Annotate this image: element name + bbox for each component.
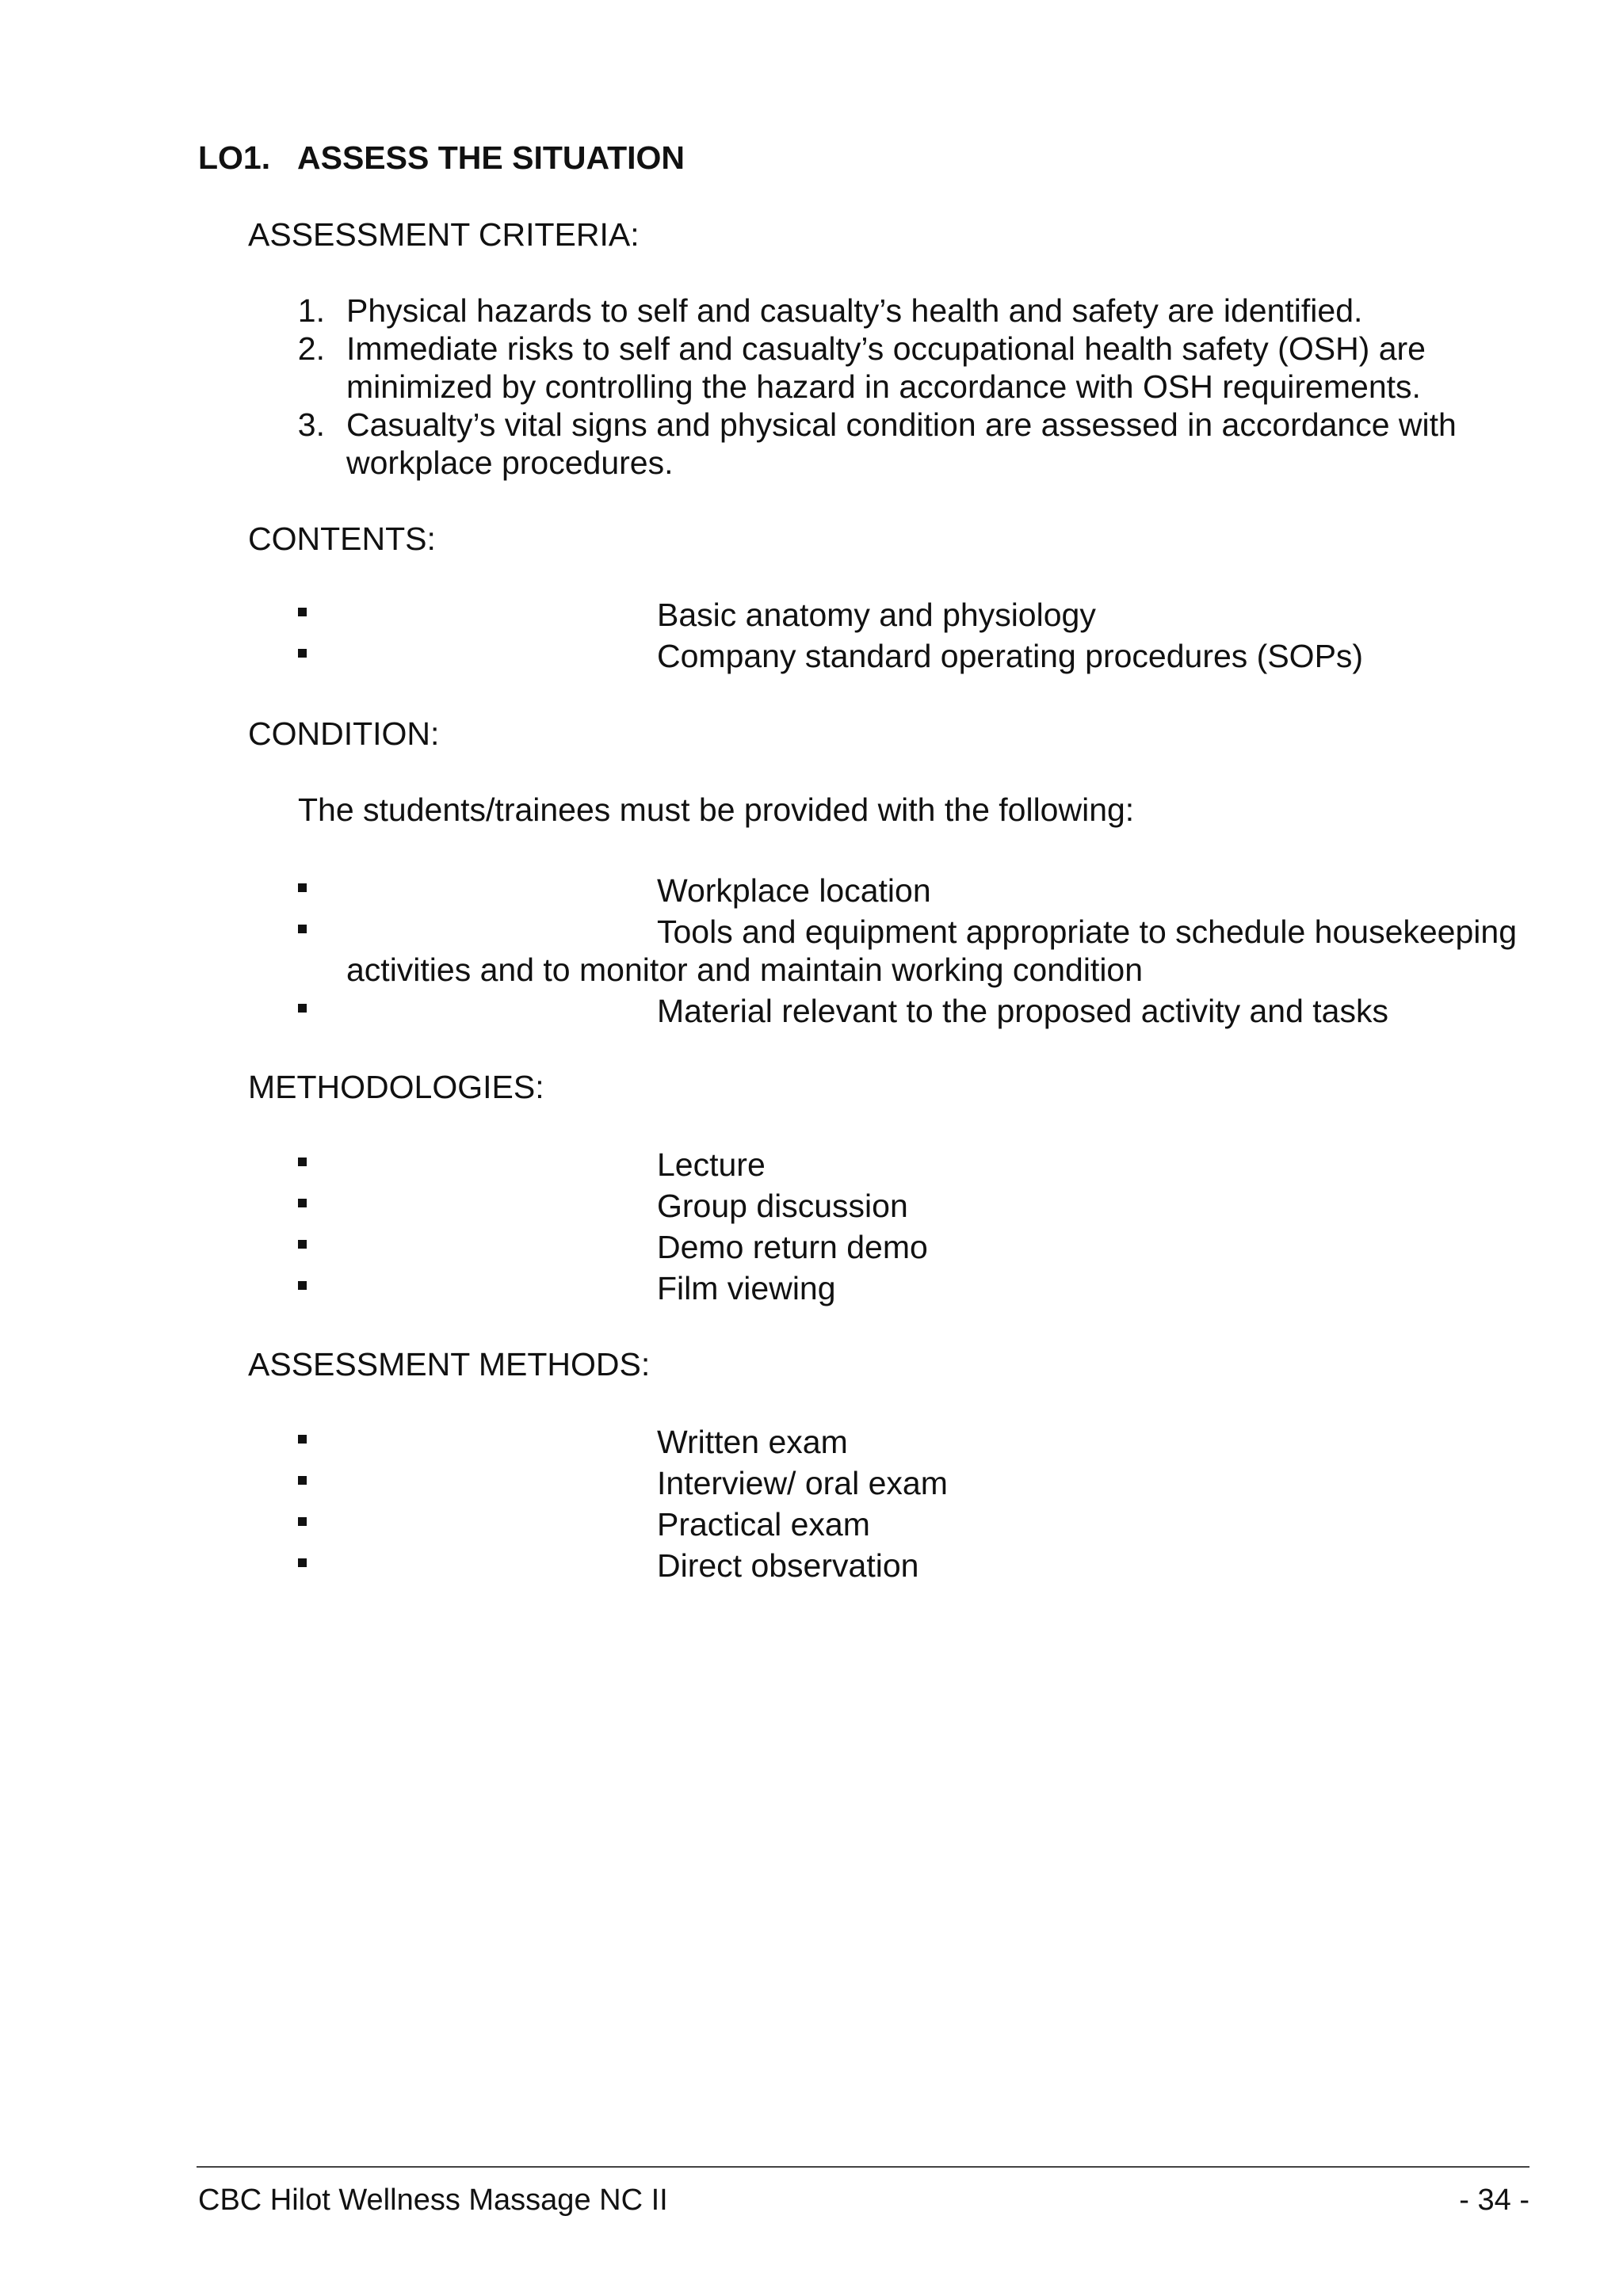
heading-number: LO1.: [198, 139, 271, 176]
assessment-methods-label: ASSESSMENT METHODS:: [248, 1346, 651, 1383]
criteria-item-text: Physical hazards to self and casualty’s health and safety are identified.: [346, 292, 1363, 329]
page-number: - 34 -: [1459, 2183, 1529, 2217]
condition-intro: The students/trainees must be provided with the following:: [298, 791, 1135, 828]
bullet-icon: [298, 1199, 307, 1207]
bullet-icon: [298, 925, 307, 933]
contents-label: CONTENTS:: [248, 521, 436, 557]
condition-item: Workplace location: [657, 872, 931, 909]
contents-item: Basic anatomy and physiology: [657, 597, 1096, 633]
bullet-icon: [298, 1158, 307, 1166]
bullet-icon: [298, 1476, 307, 1485]
condition-item: Tools and equipment appropriate to schedule housekeeping: [657, 913, 1517, 950]
footer-title: CBC Hilot Wellness Massage NC II: [198, 2183, 668, 2217]
condition-item: Material relevant to the proposed activity and tasks: [657, 993, 1388, 1029]
bullet-icon: [298, 1004, 307, 1013]
assessment-method-item: Practical exam: [657, 1506, 870, 1543]
page-title: ASSESS THE SITUATION: [297, 139, 685, 176]
bullet-icon: [298, 1281, 307, 1290]
condition-item-continued: activities and to monitor and maintain working condition: [346, 952, 1144, 988]
assessment-criteria-label: ASSESSMENT CRITERIA:: [248, 216, 640, 253]
assessment-method-item: Interview/ oral exam: [657, 1465, 948, 1501]
criteria-number: 2.: [297, 330, 325, 367]
methodology-item: Group discussion: [657, 1188, 908, 1224]
criteria-number: 1.: [297, 292, 325, 329]
criteria-item-text: workplace procedures.: [346, 444, 674, 481]
footer-divider: [197, 2166, 1529, 2168]
methodology-item: Film viewing: [657, 1270, 836, 1306]
methodologies-label: METHODOLOGIES:: [248, 1069, 544, 1105]
assessment-method-item: Written exam: [657, 1424, 848, 1460]
criteria-item-text: Casualty’s vital signs and physical condition are assessed in accordance with: [346, 406, 1457, 443]
bullet-icon: [298, 1517, 307, 1526]
assessment-method-item: Direct observation: [657, 1547, 919, 1584]
methodology-item: Lecture: [657, 1146, 766, 1183]
contents-item: Company standard operating procedures (SOPs): [657, 638, 1364, 674]
criteria-number: 3.: [297, 406, 325, 443]
condition-label: CONDITION:: [248, 715, 440, 752]
bullet-icon: [298, 1240, 307, 1249]
methodology-item: Demo return demo: [657, 1229, 928, 1265]
bullet-icon: [298, 1435, 307, 1444]
bullet-icon: [298, 883, 307, 892]
bullet-icon: [298, 649, 307, 658]
bullet-icon: [298, 608, 307, 616]
bullet-icon: [298, 1558, 307, 1567]
criteria-item-text: minimized by controlling the hazard in accordance with OSH requirements.: [346, 368, 1421, 405]
criteria-item-text: Immediate risks to self and casualty’s occupational health safety (OSH) are: [346, 330, 1426, 367]
